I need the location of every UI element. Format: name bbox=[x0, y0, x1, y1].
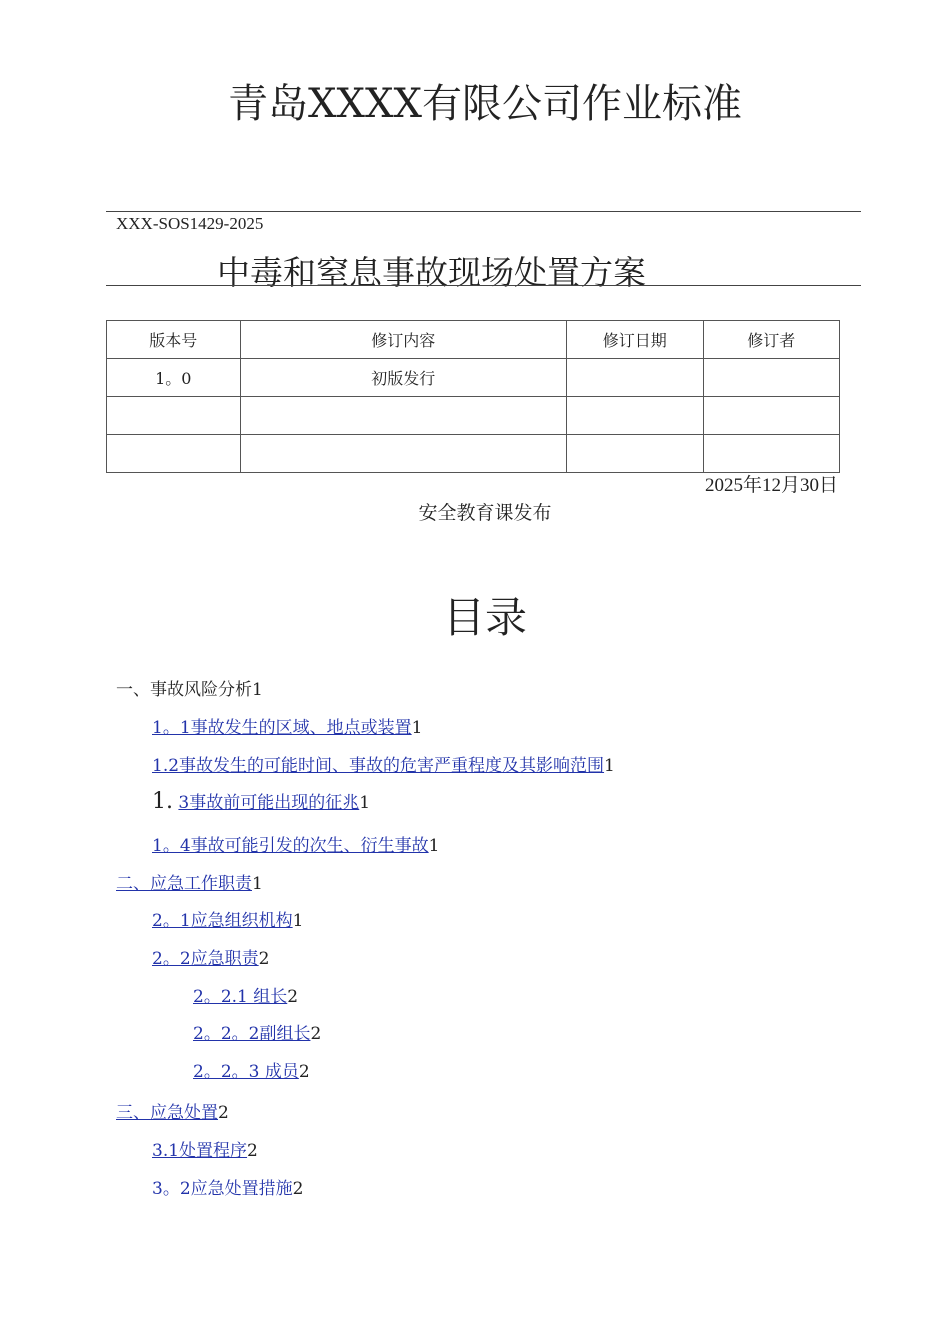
toc-page-number: 2 bbox=[292, 1179, 304, 1199]
table-cell bbox=[240, 397, 567, 435]
toc-link[interactable]: 3。2应急处置措施 bbox=[152, 1179, 293, 1199]
table-cell bbox=[703, 359, 839, 397]
table-cell bbox=[107, 435, 241, 473]
table-cell bbox=[567, 397, 703, 435]
toc-page-number: 1 bbox=[359, 793, 371, 813]
toc-link[interactable]: 3.1处置程序 bbox=[152, 1141, 248, 1161]
toc-entry bbox=[152, 1136, 258, 1161]
toc-link[interactable]: 2。2。3 成员 bbox=[193, 1062, 299, 1082]
toc-entry bbox=[152, 906, 303, 931]
table-cell bbox=[567, 359, 703, 397]
issue-date: 2025年12月30日 bbox=[704, 475, 838, 496]
issuer: 安全教育课发布 bbox=[418, 502, 552, 524]
toc-page-number: 1 bbox=[411, 718, 423, 738]
toc-page-number: 1 bbox=[428, 836, 440, 856]
table-cell: 1。0 bbox=[107, 359, 241, 397]
header-bottom-rule bbox=[106, 285, 861, 286]
table-cell bbox=[567, 435, 703, 473]
toc-link[interactable]: 2。2应急职责 bbox=[152, 949, 259, 969]
table-row bbox=[107, 397, 840, 435]
column-header-date: 修订日期 bbox=[567, 321, 703, 359]
toc-page-number: 2 bbox=[218, 1103, 229, 1123]
toc-entry bbox=[116, 869, 263, 894]
toc-entry bbox=[193, 1057, 310, 1082]
toc-entry bbox=[193, 1019, 321, 1044]
table-cell bbox=[240, 435, 567, 473]
toc-link[interactable]: 1。4事故可能引发的次生、衍生事故 bbox=[152, 836, 429, 856]
toc-page-number: 2 bbox=[310, 1024, 322, 1044]
toc-page-number: 1 bbox=[252, 680, 263, 700]
toc-entry bbox=[152, 788, 370, 814]
toc-page-number: 1 bbox=[604, 756, 615, 776]
table-cell bbox=[107, 397, 241, 435]
toc-page-number: 1 bbox=[252, 874, 263, 894]
column-header-reviser: 修订者 bbox=[703, 321, 839, 359]
plan-title: 中毒和窒息事故现场处置方案 bbox=[217, 253, 646, 292]
toc-entry bbox=[152, 944, 269, 969]
table-cell bbox=[703, 435, 839, 473]
toc-entry bbox=[193, 982, 298, 1007]
toc-entry-label: 一、事故风险分析 bbox=[116, 680, 252, 700]
document-code: XXX-SOS1429-2025 bbox=[116, 214, 264, 233]
company-title: 青岛XXXX有限公司作业标准 bbox=[228, 81, 742, 127]
toc-entry bbox=[152, 713, 422, 738]
toc-entry bbox=[116, 1098, 229, 1123]
toc-entry bbox=[116, 675, 263, 700]
toc-link[interactable]: 2。2.1 组长 bbox=[193, 987, 288, 1007]
table-header-row bbox=[107, 321, 840, 359]
table-cell bbox=[703, 397, 839, 435]
header-top-rule bbox=[106, 211, 861, 212]
toc-page-number: 2 bbox=[258, 949, 270, 969]
column-header-content: 修订内容 bbox=[240, 321, 567, 359]
toc-title: 目录 bbox=[442, 593, 527, 642]
toc-link[interactable]: 2。1应急组织机构 bbox=[152, 911, 293, 931]
toc-entry-prefix: 1. bbox=[152, 789, 173, 814]
table-row bbox=[107, 435, 840, 473]
toc-link[interactable]: 3事故前可能出现的征兆 bbox=[178, 793, 360, 813]
toc-link[interactable]: 1.2事故发生的可能时间、事故的危害严重程度及其影响范围 bbox=[152, 756, 605, 776]
toc-link[interactable]: 二、应急工作职责 bbox=[116, 874, 252, 894]
toc-page-number: 2 bbox=[287, 987, 299, 1007]
toc-page-number: 2 bbox=[247, 1141, 258, 1161]
toc-link[interactable]: 2。2。2副组长 bbox=[193, 1024, 311, 1044]
toc-page-number: 1 bbox=[292, 911, 304, 931]
toc-link[interactable]: 1。1事故发生的区域、地点或装置 bbox=[152, 718, 412, 738]
column-header-version: 版本号 bbox=[107, 321, 241, 359]
toc-entry bbox=[152, 831, 439, 856]
table-cell: 初版发行 bbox=[240, 359, 567, 397]
revision-table bbox=[106, 320, 840, 473]
toc-link[interactable]: 三、应急处置 bbox=[116, 1103, 218, 1123]
toc-page-number: 2 bbox=[298, 1062, 310, 1082]
toc-entry bbox=[152, 1174, 303, 1199]
toc-entry bbox=[152, 751, 615, 776]
table-row bbox=[107, 359, 840, 397]
